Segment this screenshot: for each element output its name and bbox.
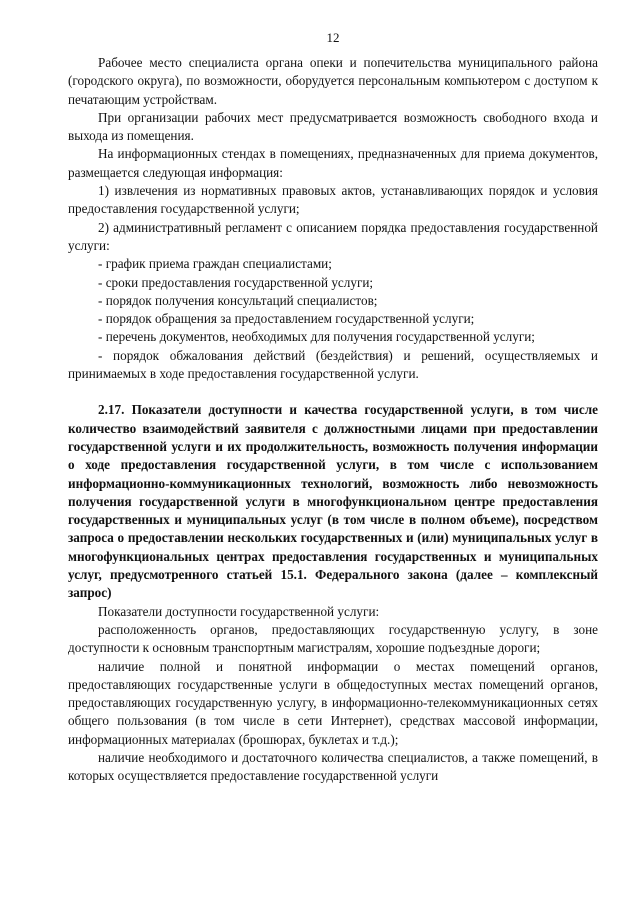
list-item-documents: - перечень документов, необходимых для получения государственной услуги;: [98, 329, 535, 345]
section-heading-2-17: 2.17. Показатели доступности и качества государственной услуги, в том числе количество взаимодействий заявителя с должностными лицами при предоставлении государственной услуги и их продолжительность, возможность получения информации о ходе предоставления государственной услуги, в том числе с использованием информационно-коммуникационных технологий, возможность либо невозможность получения государственной услуги в многофункциональном центре предоставления государственных и муниципальных услуг (в том числе в полном объеме), посредством запроса о предоставлении нескольких государственных и (или) муниципальных услуг в многофункциональных центрах предоставления государственных и муниципальных услуг, предусмотренного статьей 15.1. Федерального закона (далее – комплексный запрос): [68, 402, 598, 601]
paragraph-location: расположенность органов, предоставляющих государственную услугу, в зоне доступности к основным транспортным магистралям, хорошие подъездные дороги;: [68, 621, 598, 656]
list-item-regulation: 2) административный регламент с описанием порядка предоставления государственной услуги:: [68, 219, 598, 253]
paragraph-info-stands: На информационных стендах в помещениях, предназначенных для приема документов, размещается следующая информация:: [68, 146, 598, 180]
paragraph-accessibility-indicators: Показатели доступности государственной услуги:: [98, 603, 380, 619]
paragraph-workplace: Рабочее место специалиста органа опеки и попечительства муниципального района (городского округа), по возможности, оборудуется персональным компьютером с доступом к печатающим устройствам.: [68, 55, 598, 107]
list-item-deadlines: - сроки предоставления государственной услуги;: [98, 274, 374, 290]
section-gap: [68, 383, 598, 401]
list-item-extracts: 1) извлечения из нормативных правовых актов, устанавливающих порядок и условия предоставления государственной услуги;: [68, 183, 598, 217]
list-item-schedule: - график приема граждан специалистами;: [98, 256, 332, 272]
paragraph-staff-and-premises: наличие необходимого и достаточного количества специалистов, а также помещений, в которых осуществляется предоставление государственной услуги: [68, 749, 598, 784]
list-item-application-order: - порядок обращения за предоставлением государственной услуги;: [98, 311, 475, 327]
paragraph-information-availability: наличие полной и понятной информации о местах помещений органов, предоставляющих государственные услуги в общедоступных местах помещений органов, предоставляющих государственную услугу, в информационно-телекоммуникационных сетях общего пользования (в том числе в сети Интернет), средствах массовой информации, информационных материалах (брошюрах, буклетах и т.д.);: [68, 658, 598, 747]
paragraph-free-access: При организации рабочих мест предусматривается возможность свободного входа и выхода из помещения.: [68, 109, 598, 144]
page-number: 12: [326, 30, 340, 45]
list-item-appeal: - порядок обжалования действий (бездействия) и решений, осуществляемых и принимаемых в ходе предоставления государственной услуги.: [68, 347, 598, 382]
list-item-consultations: - порядок получения консультаций специалистов;: [98, 292, 378, 308]
